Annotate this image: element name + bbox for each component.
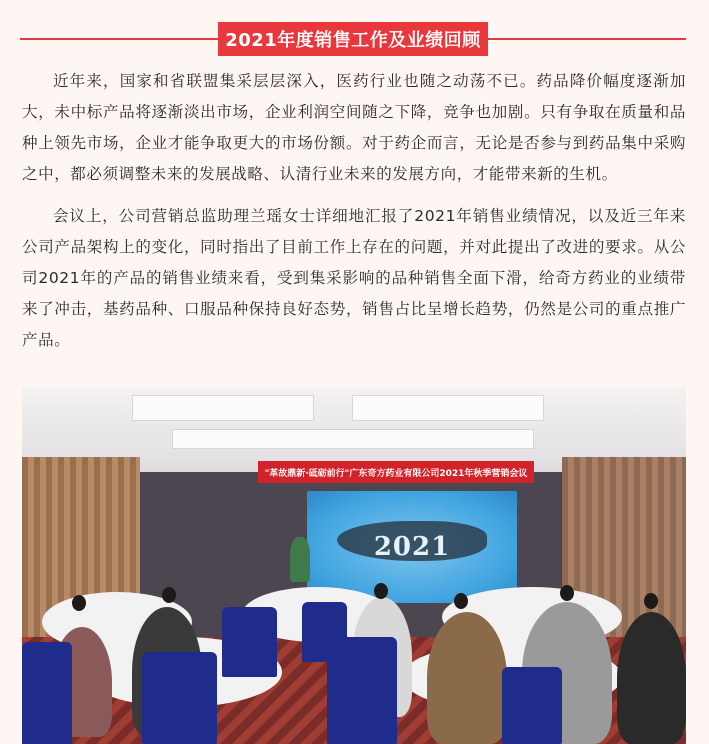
meeting-banner: "革故鼎新·砥砺前行"广东奇方药业有限公司2021年秋季营销会议 [258, 461, 534, 483]
attendee-head [374, 583, 388, 599]
stage-plant [290, 537, 310, 582]
chair [22, 642, 72, 744]
header-divider-right [488, 38, 686, 40]
chair [502, 667, 562, 744]
attendee-head [72, 595, 86, 611]
chair [222, 607, 277, 677]
attendee [427, 612, 507, 744]
attendee-head [560, 585, 574, 601]
section-title: 2021年度销售工作及业绩回顾 [218, 22, 488, 56]
meeting-photo [22, 387, 686, 744]
chair [142, 652, 217, 744]
chair [327, 637, 397, 744]
article-body [22, 66, 686, 367]
attendee-head [454, 593, 468, 609]
header-divider-left [20, 38, 218, 40]
ceiling-light [132, 395, 314, 421]
ceiling-light [172, 429, 534, 449]
projection-screen [307, 491, 517, 603]
paragraph-1: 近年来，国家和省联盟集采层层深入，医药行业也随之动荡不已。药品降价幅度逐渐加大，未中标产品将逐渐淡出市场，企业利润空间随之下降，竞争也加剧。只有争取在质量和品种上领先市场，企业才能争取更大的市场份额。对于药企而言，无论是否参与到药品集中采购之中，都必须调整未来的发展战略、认清行业未来的发展方向，才能带来新的生机。 [22, 72, 686, 183]
screen-year: 2021 [373, 532, 451, 562]
attendee-head [644, 593, 658, 609]
section-header [0, 22, 709, 58]
ceiling-light [352, 395, 544, 421]
attendee-head [162, 587, 176, 603]
paragraph-2: 会议上，公司营销总监助理兰瑶女士详细地汇报了2021年销售业绩情况，以及近三年来公司产品架构上的变化，同时指出了目前工作上存在的问题，并对此提出了改进的要求。从公司2021年的产品的销售业绩来看，受到集采影响的品种销售全面下滑，给奇方药业的业绩带来了冲击，基药品种、口服品种保持良好态势，销售占比呈增长趋势，仍然是公司的重点推广产品。 [22, 207, 686, 349]
attendee [617, 612, 686, 744]
